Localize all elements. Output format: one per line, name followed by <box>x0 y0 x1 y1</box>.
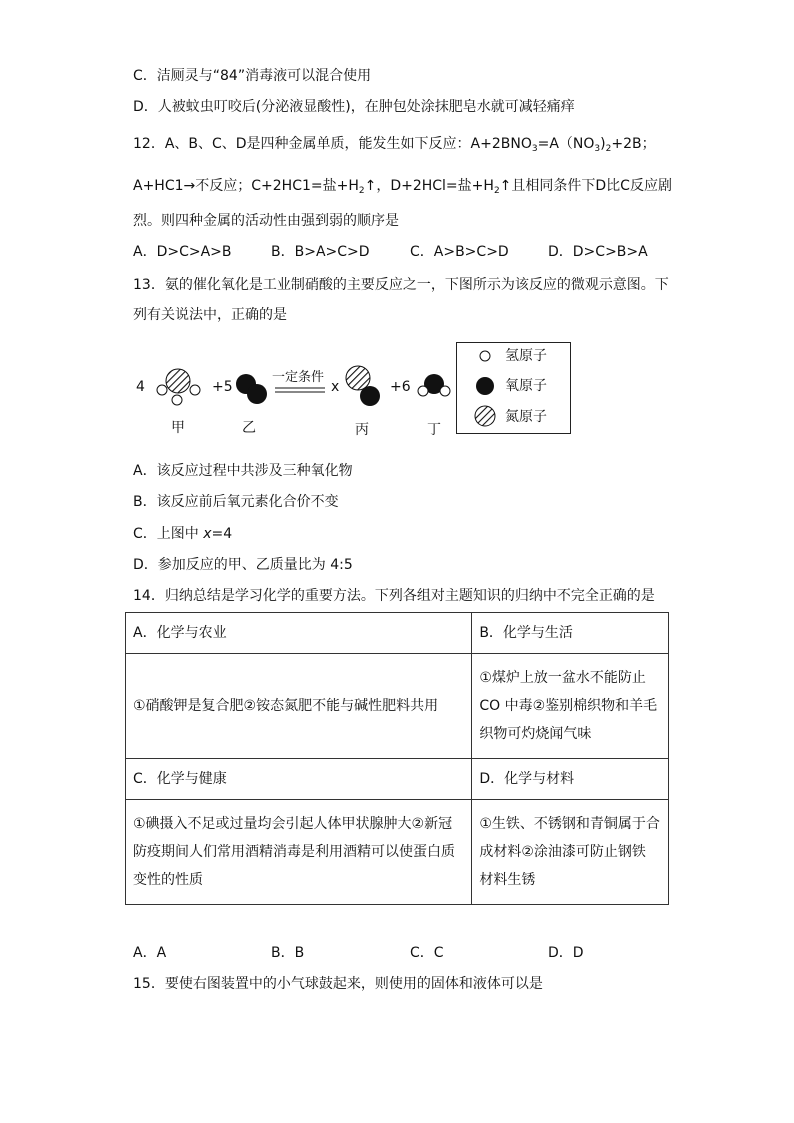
q12-option-a: A．D>C>A>B <box>133 244 232 260</box>
q12-stem-line1: 12．A、B、C、D是四种金属单质，能发生如下反应：$A+2BNO_3=A(NO_3)_2+2B$； <box>133 136 656 154</box>
q14-table <box>125 612 669 905</box>
q12-option-d: D．D>C>B>A <box>548 244 648 260</box>
cell-b-head: B．化学与生活 <box>472 613 669 654</box>
cell-d-head: D．化学与材料 <box>472 759 669 800</box>
molecule-nh3 <box>157 369 200 405</box>
cell-c-head: C．化学与健康 <box>126 759 472 800</box>
q14-option-c: C．C <box>410 945 444 961</box>
hydrogen-atom-icon <box>475 346 495 366</box>
q13-stem-line2: 列有关说法中，正确的是 <box>133 307 287 323</box>
label-bing: 丙 <box>355 422 369 438</box>
reaction-condition: 一定条件 <box>272 370 325 385</box>
q13-option-c: C．上图中 x=4 <box>133 526 233 542</box>
oxygen-atom-icon <box>475 376 495 396</box>
q13-option-b: B．该反应前后氧元素化合价不变 <box>133 494 339 510</box>
q15-stem: 15．要使右图装置中的小气球鼓起来，则使用的固体和液体可以是 <box>133 976 543 992</box>
atom-legend: 氢原子 氧原子 氮原子 <box>456 342 571 434</box>
q11-option-c: C．洁厕灵与“84”消毒液可以混合使用 <box>133 68 372 84</box>
reaction-arrow <box>275 388 325 392</box>
q12-stem-line3: 烈。则四种金属的活动性由强到弱的顺序是 <box>133 213 399 229</box>
cell-b-body: ①煤炉上放一盆水不能防止 CO 中毒②鉴别棉织物和羊毛 织物可灼烧闻气味 <box>472 654 669 759</box>
cell-a-body: ①硝酸钾是复合肥②铵态氮肥不能与碱性肥料共用 <box>126 654 472 759</box>
q14-option-a: A．A <box>133 945 167 961</box>
q13-stem-line1: 13．氨的催化氧化是工业制硝酸的主要反应之一，下图所示为该反应的微观示意图。下 <box>133 277 669 293</box>
molecule-h2o <box>418 374 450 396</box>
q12-stem-line2: A+HC1→不反应；C+2HC1=盐$+H_2↑$，D+2HCl=盐$+H_2↑$且相同条件下D比C反应剧 <box>133 178 672 196</box>
q11-option-d: D．人被蚊虫叮咬后(分泌液显酸性)，在肿包处涂抹肥皂水就可减轻痛痒 <box>133 99 575 115</box>
q14-option-b: B．B <box>271 945 305 961</box>
cell-d-body: ①生铁、不锈钢和青铜属于合 成材料②涂油漆可防止钢铁 材料生锈 <box>472 800 669 905</box>
q14-stem: 14．归纳总结是学习化学的重要方法。下列各组对主题知识的归纳中不完全正确的是 <box>133 588 655 604</box>
cell-c-body: ①碘摄入不足或过量均会引起人体甲状腺肿大②新冠 防疫期间人们常用酒精消毒是利用酒精可以使蛋白质 变性的性质 <box>126 800 472 905</box>
molecule-no <box>346 366 380 406</box>
coef-h2o: +6 <box>390 379 411 395</box>
q12-option-c: C．A>B>C>D <box>410 244 509 260</box>
cell-a-head: A．化学与农业 <box>126 613 472 654</box>
q13-option-a: A．该反应过程中共涉及三种氧化物 <box>133 463 353 479</box>
nitrogen-atom-icon <box>474 405 496 427</box>
coef-o2: +5 <box>212 379 233 395</box>
label-yi: 乙 <box>242 420 256 436</box>
q13-option-d: D．参加反应的甲、乙质量比为 4:5 <box>133 557 353 573</box>
q14-option-d: D．D <box>548 945 584 961</box>
label-jia: 甲 <box>171 420 185 436</box>
coef-nh3: 4 <box>136 379 145 395</box>
label-ding: 丁 <box>427 422 441 438</box>
molecule-o2 <box>236 374 267 404</box>
q12-option-b: B．B>A>C>D <box>271 244 370 260</box>
coef-no: x <box>331 379 340 395</box>
